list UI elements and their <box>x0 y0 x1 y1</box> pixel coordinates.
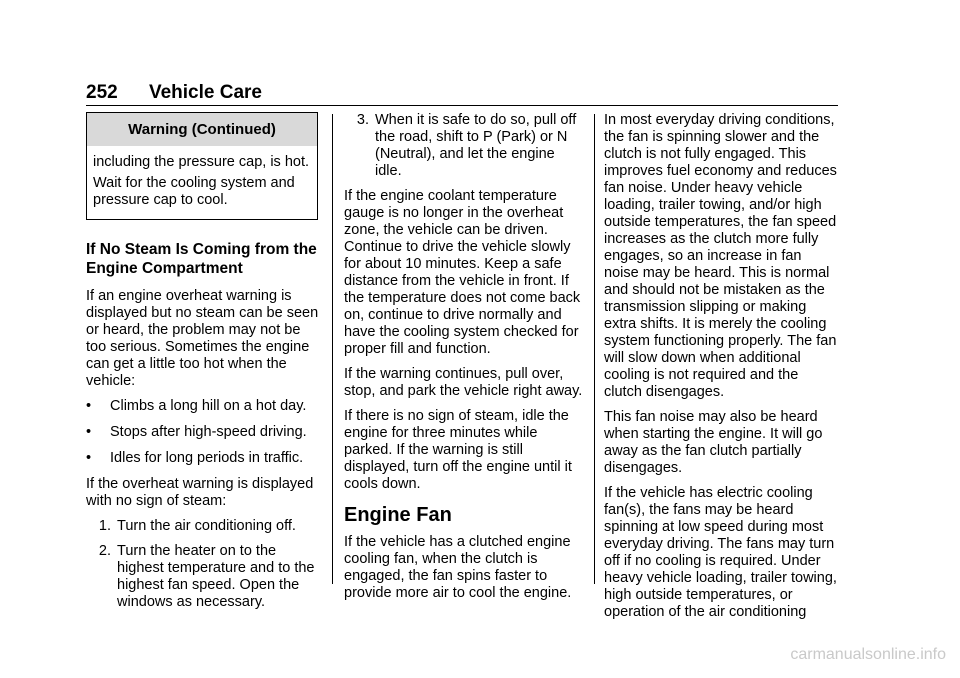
section-heading-engine-fan: Engine Fan <box>344 504 452 526</box>
list-item-text: Climbs a long hill on a hot day. <box>110 398 307 414</box>
warning-body <box>87 146 317 219</box>
list-item-text: Stops after high-speed driving. <box>110 424 307 440</box>
paragraph: If the vehicle has electric cooling fan(s), the fans may be heard spinning at low speed during most everyday driving. The fans may turn off if no cooling is required. Under heavy vehicle loading, trailer towing, high outside temperatures, or operation of the air conditioning <box>604 485 837 620</box>
bullet-mark: • <box>86 450 92 466</box>
paragraph: If the vehicle has a clutched engine cooling fan, when the clutch is engaged, the fan spins faster to provide more air to cool the engine. <box>344 534 572 601</box>
list-item <box>86 450 322 467</box>
paragraph: If there is no sign of steam, idle the engine for three minutes while parked. If the warning is still displayed, turn off the engine until it cools down. <box>344 408 572 492</box>
step-text: Turn the heater on to the highest temperature and to the highest fan speed. Open the windows as necessary. <box>117 543 315 610</box>
watermark: carmanualsonline.info <box>790 646 946 663</box>
column-1 <box>86 112 322 619</box>
warning-box <box>86 112 318 220</box>
list-item-text: Idles for long periods in traffic. <box>110 450 304 466</box>
paragraph: If the overheat warning is displayed with no sign of steam: <box>86 476 314 509</box>
list-item <box>86 398 322 415</box>
bullet-mark: • <box>86 398 92 414</box>
paragraph: This fan noise may also be heard when starting the engine. It will go away as the fan clutch partially disengages. <box>604 409 823 476</box>
numbered-step <box>86 543 322 611</box>
step-number: 1. <box>98 518 111 534</box>
step-number: 2. <box>98 543 111 559</box>
list-item <box>86 424 322 441</box>
header-rule <box>86 105 838 106</box>
page-number: 252 <box>86 82 118 103</box>
column-3 <box>604 112 840 629</box>
page-header <box>86 82 262 104</box>
step-number: 3. <box>356 112 369 128</box>
bullet-mark: • <box>86 424 92 440</box>
section-title: Vehicle Care <box>148 82 263 103</box>
numbered-step <box>86 518 322 535</box>
step-text: Turn the air conditioning off. <box>117 518 296 534</box>
warning-line: Wait for the cooling system and pressure cap to cool. <box>93 175 295 208</box>
warning-title: Warning (Continued) <box>87 113 317 146</box>
warning-line: including the pressure cap, is hot. <box>93 154 310 170</box>
section-heading-no-steam: If No Steam Is Coming from the Engine Compartment <box>86 241 317 277</box>
column-divider-2 <box>594 114 595 584</box>
numbered-step <box>344 112 584 180</box>
step-text: When it is safe to do so, pull off the road, shift to P (Park) or N (Neutral), and let the engine idle. <box>375 112 577 179</box>
paragraph: In most everyday driving conditions, the fan is spinning slower and the clutch is not fully engaged. This improves fuel economy and reduces fan noise. Under heavy vehicle loading, trailer towing, and/or high outside temperatures, the fan speed increases as the clutch more fully engages, so an increase in fan noise may be heard. This is normal and should not be mistaken as the transmission slipping or making extra shifts. It is merely the cooling system functioning properly. The fan will slow down when additional cooling is not required and the clutch disengages. <box>604 112 837 400</box>
paragraph: If an engine overheat warning is displayed but no steam can be seen or heard, the problem may not be too serious. Sometimes the engine can get a little too hot when the vehicle: <box>86 288 319 389</box>
paragraph: If the warning continues, pull over, stop, and park the vehicle right away. <box>344 366 583 399</box>
column-divider-1 <box>332 114 333 584</box>
column-2 <box>344 112 584 610</box>
paragraph: If the engine coolant temperature gauge is no longer in the overheat zone, the vehicle can be driven. Continue to drive the vehicle slowly for about 10 minutes. Keep a safe distance from the vehicle in front. If the temperature does not come back on, continue to drive normally and have the cooling system checked for proper fill and function. <box>344 188 581 357</box>
